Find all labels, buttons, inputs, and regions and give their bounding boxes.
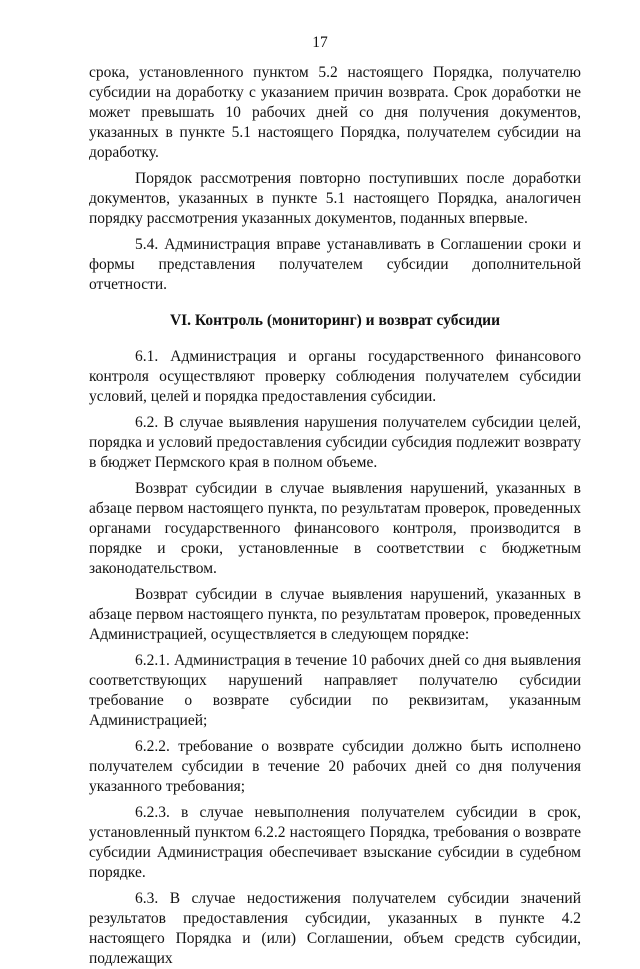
document-body <box>89 63 581 969</box>
section-heading: VI. Контроль (мониторинг) и возврат субсидии <box>169 312 501 329</box>
paragraph-5-4: 5.4. Администрация вправе устанавливать в Соглашении сроки и формы представления получателем субсидии дополнительной отчетности. <box>89 236 581 293</box>
page-number: 17 <box>312 34 328 51</box>
paragraph-6-1: 6.1. Администрация и органы государственного финансового контроля осуществляют проверку соблюдения получателем субсидии условий, целей и порядка предоставления субсидии. <box>89 348 581 405</box>
paragraph-6-3: 6.3. В случае недостижения получателем субсидии значений результатов предоставления субсидии, указанных в пункте 4.2 настоящего Порядка и (или) Соглашении, объем средств субсидии, подлежащих <box>89 890 581 967</box>
paragraph-continuation: срока, установленного пунктом 5.2 настоящего Порядка, получателю субсидии на доработку с указанием причин возврата. Срок доработки не может превышать 10 рабочих дней со дня получения документов, указанных в пункте 5.1 настоящего Порядка, получателем субсидии на доработку. <box>89 64 581 161</box>
paragraph-return-administration: Возврат субсидии в случае выявления нарушений, указанных в абзаце первом настоящего пункта, по результатам проверок, проведенных Администрацией, осуществляется в следующем порядке: <box>89 586 581 643</box>
paragraph-6-2-2: 6.2.2. требование о возврате субсидии должно быть исполнено получателем субсидии в течение 20 рабочих дней со дня получения указанного требования; <box>89 738 581 795</box>
paragraph-6-2-3: 6.2.3. в случае невыполнения получателем субсидии в срок, установленный пунктом 6.2.2 настоящего Порядка, требования о возврате субсидии Администрация обеспечивает взыскание субсидии в судебном порядке. <box>89 804 581 881</box>
paragraph-6-2: 6.2. В случае выявления нарушения получателем субсидии целей, порядка и условий предоставления субсидии субсидия подлежит возврату в бюджет Пермского края в полном объеме. <box>89 414 581 471</box>
paragraph-review-procedure: Порядок рассмотрения повторно поступивших после доработки документов, указанных в пункте 5.1 настоящего Порядка, аналогичен порядку рассмотрения указанных документов, поданных впервые. <box>89 170 581 227</box>
paragraph-return-state-control: Возврат субсидии в случае выявления нарушений, указанных в абзаце первом настоящего пункта, по результатам проверок, проведенных органами государственного финансового контроля, производится в порядке и сроки, установленные в соответствии с бюджетным законодательством. <box>89 480 581 577</box>
paragraph-6-2-1: 6.2.1. Администрация в течение 10 рабочих дней со дня выявления соответствующих нарушений направляет получателю субсидии требование о возврате субсидии по реквизитам, указанным Администрацией; <box>89 652 581 729</box>
